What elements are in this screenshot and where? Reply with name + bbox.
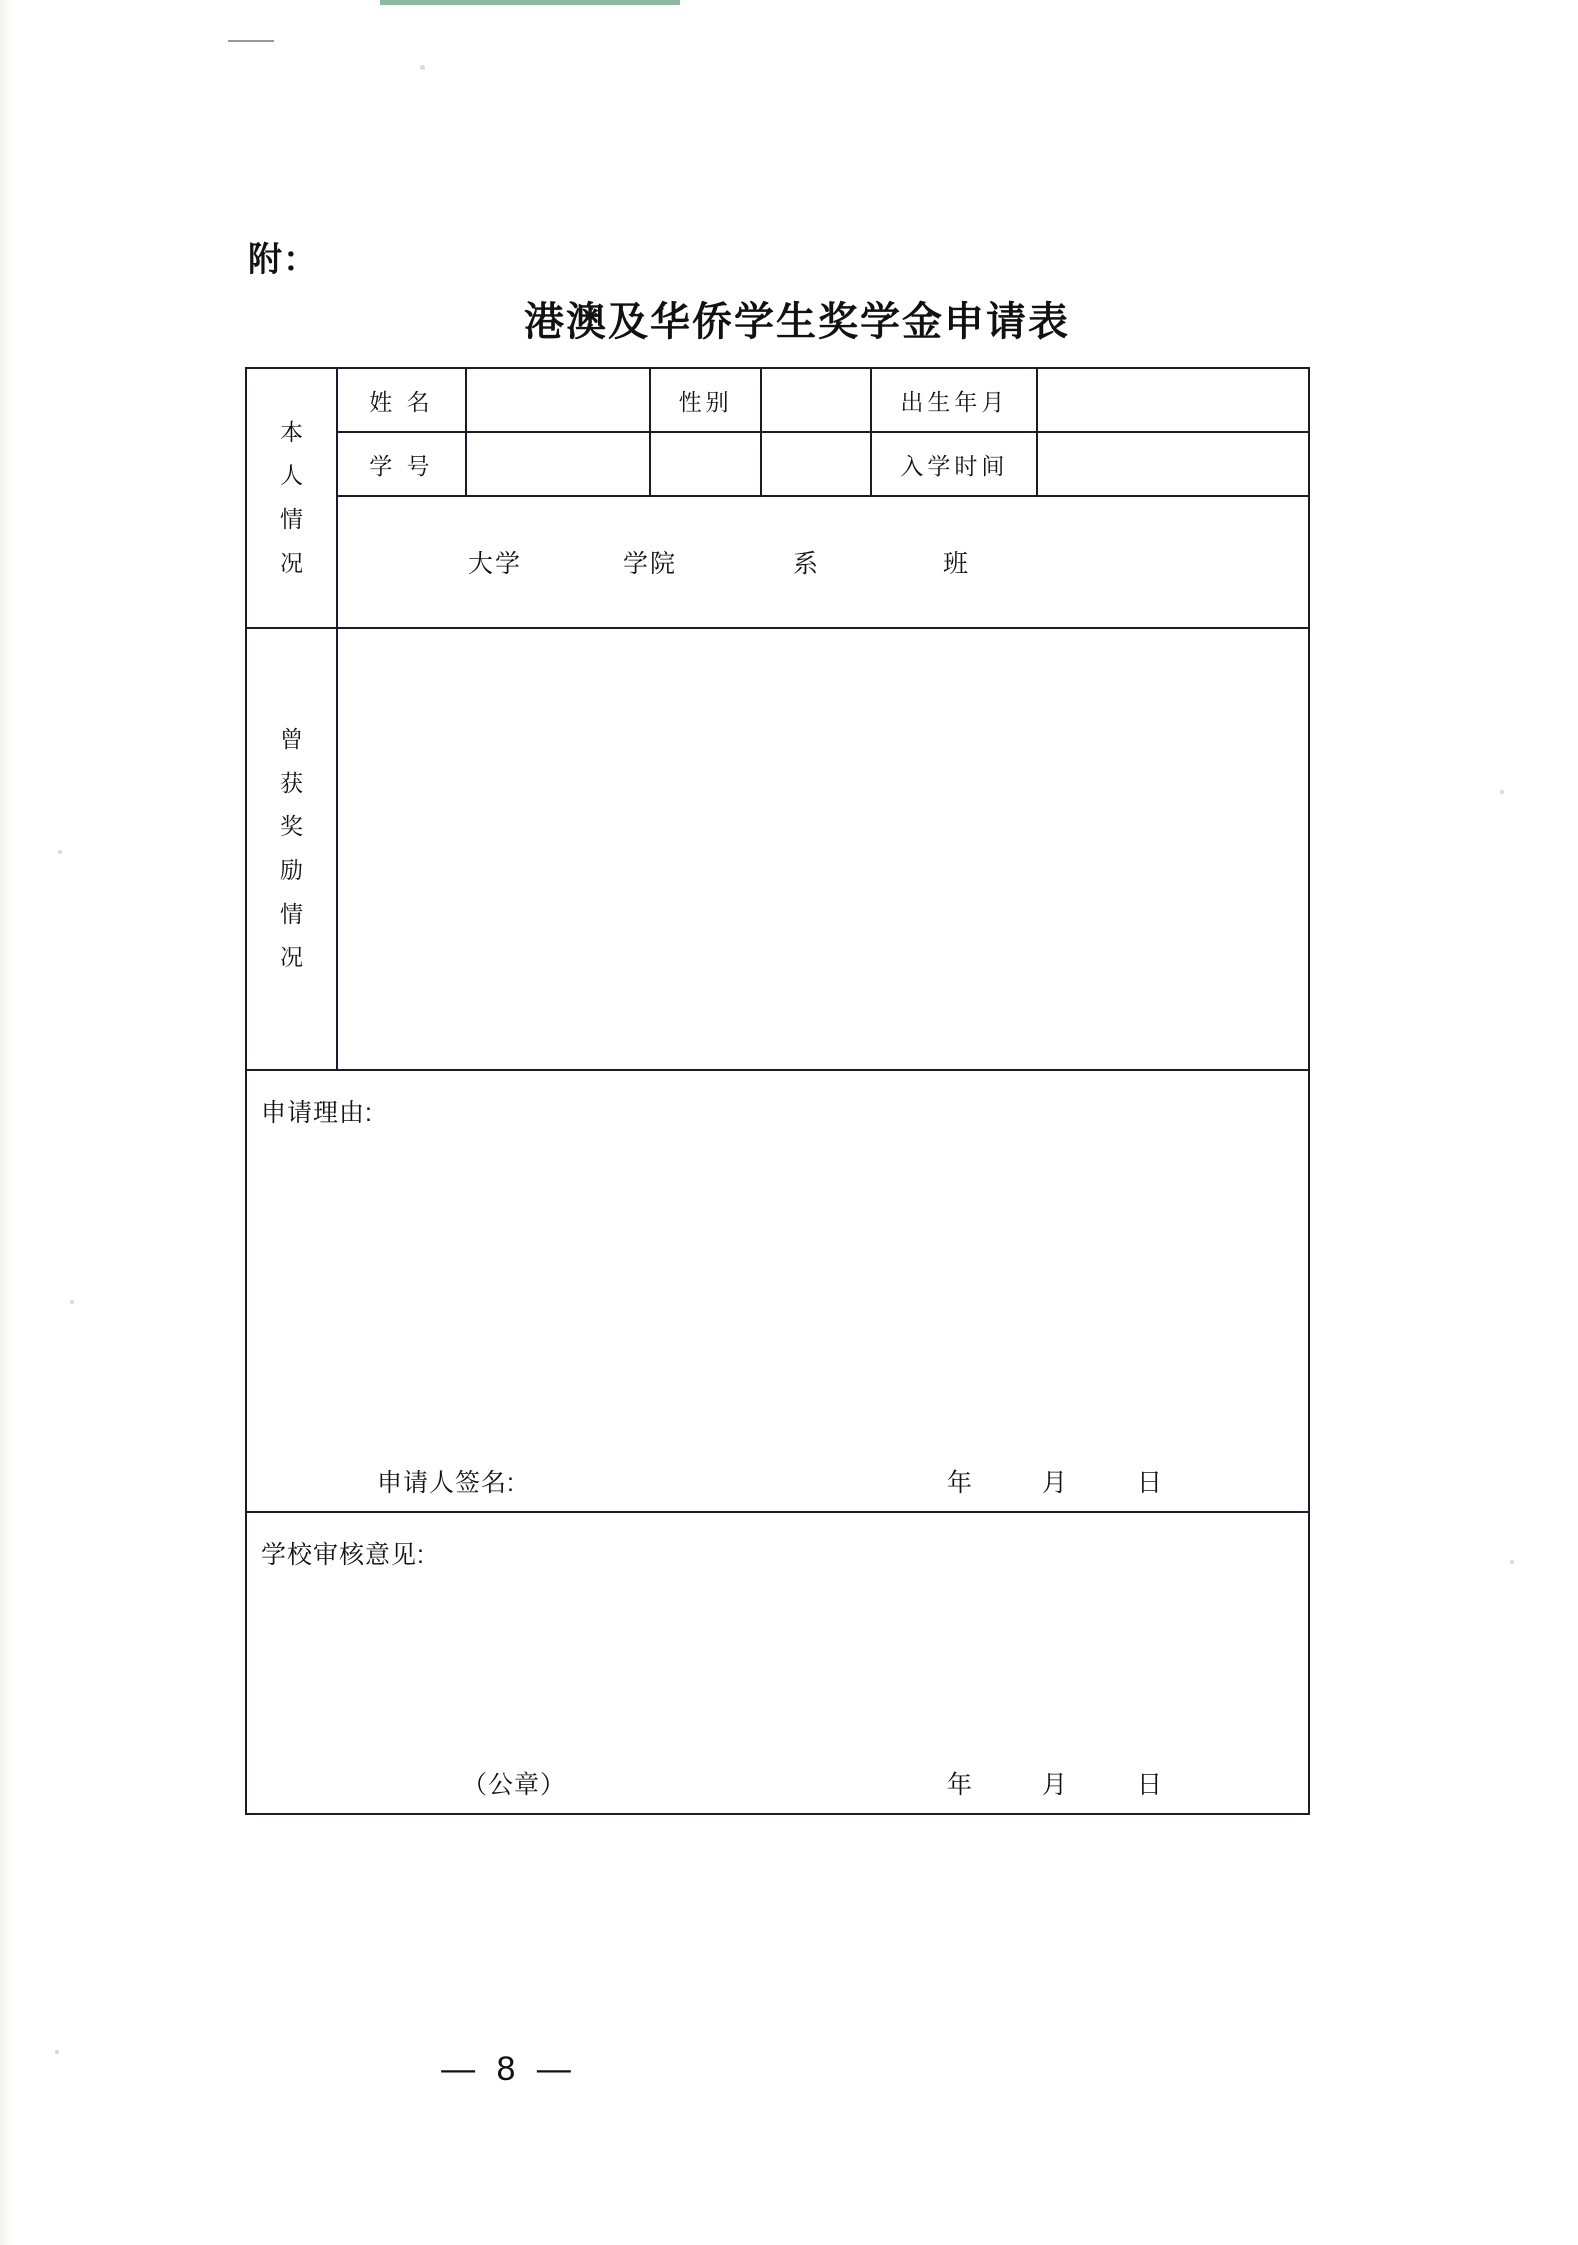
page-number bbox=[0, 2050, 1578, 2089]
label-review-year: 年 bbox=[947, 1771, 973, 1799]
label-department: 系 bbox=[792, 550, 820, 578]
label-application-reason: 申请理由: bbox=[261, 1099, 373, 1127]
field-student-id-value[interactable] bbox=[466, 432, 650, 496]
section-label-personal-char-4: 况 bbox=[279, 549, 303, 576]
field-blank-value[interactable] bbox=[761, 432, 872, 496]
section-label-personal-char-3: 情 bbox=[279, 506, 303, 532]
label-blank bbox=[650, 432, 761, 496]
applicant-signature-line bbox=[247, 1463, 1308, 1495]
field-school-review[interactable] bbox=[246, 1512, 1309, 1814]
label-official-seal: （公章） bbox=[462, 1771, 567, 1799]
label-enrollment-date: 入学时间 bbox=[871, 432, 1037, 496]
section-label-awards-char-3: 奖 bbox=[279, 813, 303, 840]
section-label-awards-char-1: 曾 bbox=[279, 725, 303, 752]
official-seal-line bbox=[247, 1765, 1308, 1797]
section-label-awards-char-6: 况 bbox=[279, 944, 303, 971]
label-applicant-signature[interactable]: 申请人签名: bbox=[377, 1469, 515, 1497]
attachment-label: 附： bbox=[248, 241, 318, 279]
school-info-line bbox=[338, 497, 1308, 627]
field-enrollment-date-value[interactable] bbox=[1037, 432, 1309, 496]
label-review-day: 日 bbox=[1137, 1771, 1163, 1799]
label-school-review: 学校审核意见: bbox=[261, 1541, 425, 1569]
section-label-awards-char-4: 励 bbox=[279, 857, 303, 883]
field-awards-content[interactable] bbox=[337, 628, 1309, 1070]
page-title-text: 港澳及华侨学生奖学金申请表 bbox=[524, 300, 1070, 344]
field-school-info[interactable] bbox=[337, 496, 1309, 628]
label-class: 班 bbox=[942, 550, 970, 578]
label-student-id: 学 号 bbox=[337, 432, 466, 496]
label-name: 姓 名 bbox=[337, 368, 466, 432]
scholarship-application-table bbox=[245, 367, 1310, 1815]
field-name-value[interactable] bbox=[466, 368, 650, 432]
label-university: 大学 bbox=[467, 550, 522, 578]
table-row-awards bbox=[246, 628, 1309, 1070]
section-label-awards-char-2: 获 bbox=[279, 769, 303, 796]
table-row-school-info bbox=[246, 496, 1309, 628]
label-reason-year: 年 bbox=[947, 1469, 973, 1497]
review-cell bbox=[247, 1513, 1308, 1813]
field-gender-value[interactable] bbox=[761, 368, 872, 432]
label-reason-day: 日 bbox=[1137, 1469, 1163, 1497]
label-gender: 性别 bbox=[650, 368, 761, 432]
table-row-student-id bbox=[246, 432, 1309, 496]
table-row-reason bbox=[246, 1070, 1309, 1512]
label-review-month: 月 bbox=[1042, 1771, 1068, 1799]
section-label-personal-char-2: 人 bbox=[279, 462, 303, 489]
section-label-awards bbox=[246, 628, 337, 1070]
table-row-review bbox=[246, 1512, 1309, 1814]
label-college: 学院 bbox=[622, 550, 677, 578]
field-application-reason[interactable] bbox=[246, 1070, 1309, 1512]
section-label-awards-char-5: 情 bbox=[279, 900, 303, 927]
page-number-text: — 8 — bbox=[441, 2050, 577, 2088]
section-label-personal bbox=[246, 368, 337, 628]
label-reason-month: 月 bbox=[1042, 1469, 1068, 1497]
table-row-name bbox=[246, 368, 1309, 432]
section-label-personal-char-1: 本 bbox=[279, 418, 303, 445]
awards-content-area bbox=[338, 629, 1308, 1069]
field-birth-date-value[interactable] bbox=[1037, 368, 1309, 432]
reason-cell bbox=[247, 1071, 1308, 1511]
page-title bbox=[0, 290, 1578, 347]
label-birth-date: 出生年月 bbox=[871, 368, 1037, 432]
